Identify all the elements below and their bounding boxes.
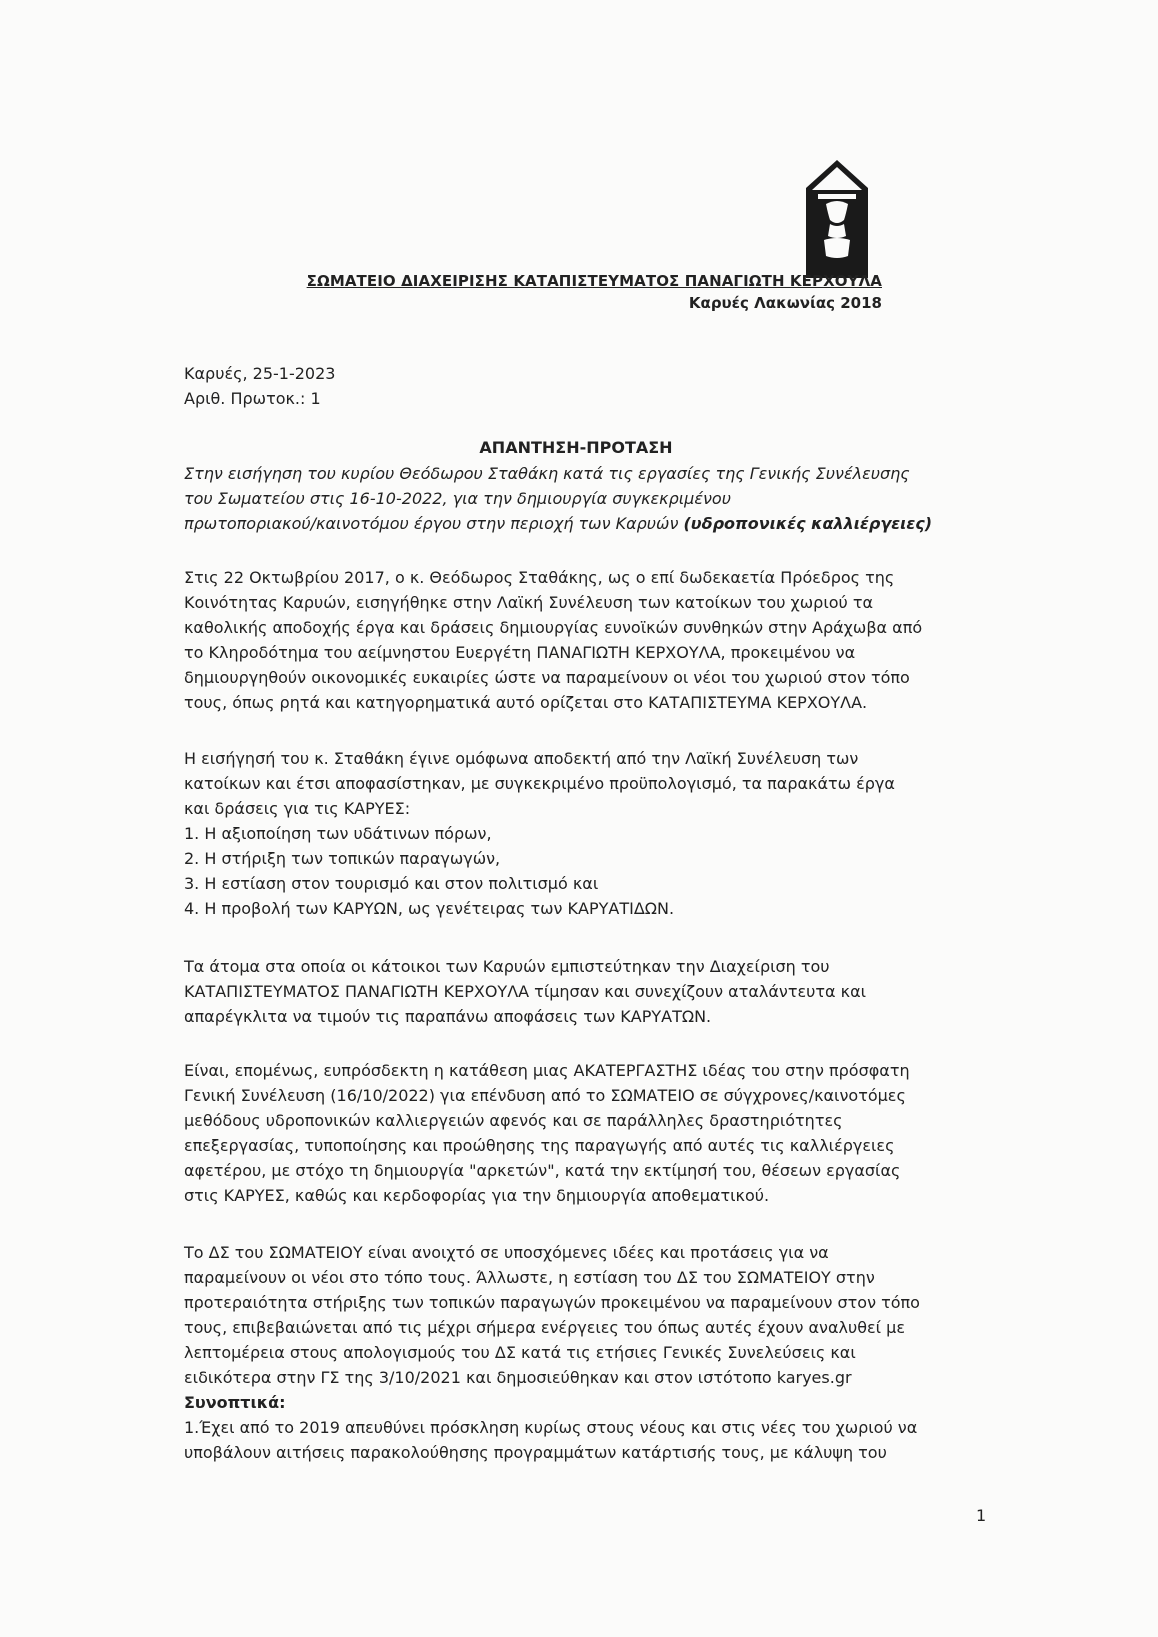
paragraph-5 xyxy=(184,1240,974,1465)
text-line: Τα άτομα στα οποία οι κάτοικοι των Καρυών εμπιστεύτηκαν την Διαχείριση του xyxy=(184,957,830,976)
list-item: 2. Η στήριξη των τοπικών παραγωγών, xyxy=(184,849,501,868)
organization-location-year: Καρυές Λακωνίας 2018 xyxy=(688,294,882,312)
text-line: δημιουργηθούν οικονομικές ευκαιρίες ώστε να παραμείνουν οι νέοι του χωριού στον τόπο xyxy=(184,668,910,687)
caryatid-logo-icon xyxy=(806,160,868,278)
subtitle-line: Στην εισήγηση του κυρίου Θεόδωρου Σταθάκη κατά τις εργασίες της Γενικής Συνέλευσης xyxy=(184,464,910,483)
text-line: τους, επιβεβαιώνεται από τις μέχρι σήμερα ενέργειες του όπως αυτές έχουν αναλυθεί με xyxy=(184,1318,905,1337)
document-subtitle xyxy=(184,461,974,536)
list-item: 3. Η εστίαση στον τουρισμό και στον πολιτισμό και xyxy=(184,874,599,893)
text-line: το Κληροδότημα του αείμνηστου Ευεργέτη ΠΑΝΑΓΙΩΤΗ ΚΕΡΧΟΥΛΑ, προκειμένου να xyxy=(184,643,856,662)
text-line: μεθόδους υδροπονικών καλλιεργειών αφενός και σε παράλληλες δραστηριότητες xyxy=(184,1111,843,1130)
text-line: Η εισήγησή του κ. Σταθάκη έγινε ομόφωνα αποδεκτή από την Λαϊκή Συνέλευση των xyxy=(184,749,859,768)
text-line: ειδικότερα στην ΓΣ της 3/10/2021 και δημοσιεύθηκαν και στον ιστότοπο karyes.gr xyxy=(184,1368,852,1387)
page-number: 1 xyxy=(976,1506,987,1525)
text-line: καθολικής αποδοχής έργα και δράσεις δημιουργίας ευνοϊκών συνθηκών στην Αράχωβα από xyxy=(184,618,923,637)
text-line: επεξεργασίας, τυποποίησης και προώθησης της παραγωγής από αυτές τις καλλιέργειες xyxy=(184,1136,895,1155)
text-line: αφετέρου, με στόχο τη δημιουργία "αρκετών", κατά την εκτίμησή του, θέσεων εργασίας xyxy=(184,1161,901,1180)
text-line: προτεραιότητα στήριξης των τοπικών παραγωγών προκειμένου να παραμείνουν στον τόπο xyxy=(184,1293,920,1312)
text-line: Στις 22 Οκτωβρίου 2017, ο κ. Θεόδωρος Σταθάκης, ως ο επί δωδεκαετία Πρόεδρος της xyxy=(184,568,895,587)
organization-name: ΣΩΜΑΤΕΙΟ ΔΙΑΧΕΙΡΙΣΗΣ ΚΑΤΑΠΙΣΤΕΥΜΑΤΟΣ ΠΑΝΑΓΙΩΤΗ ΚΕΡΧΟΥΛΑ xyxy=(306,272,882,290)
text-line: λεπτομέρεια στους απολογισμούς του ΔΣ κατά τις ετήσιες Γενικές Συνελεύσεις και xyxy=(184,1343,856,1362)
paragraph-3 xyxy=(184,954,974,1029)
text-line: απαρέγκλιτα να τιμούν τις παραπάνω αποφάσεις των ΚΑΡΥΑΤΩΝ. xyxy=(184,1007,712,1026)
text-line: Γενική Συνέλευση (16/10/2022) για επένδυση από το ΣΩΜΑΤΕΙΟ σε σύγχρονες/καινοτόμες xyxy=(184,1086,906,1105)
paragraph-4 xyxy=(184,1058,974,1208)
text-line: υποβάλουν αιτήσεις παρακολούθησης προγραμμάτων κατάρτισής τους, με κάλυψη του xyxy=(184,1443,887,1462)
date-line: Καρυές, 25-1-2023 xyxy=(184,364,336,383)
text-line: ΚΑΤΑΠΙΣΤΕΥΜΑΤΟΣ ΠΑΝΑΓΙΩΤΗ ΚΕΡΧΟΥΛΑ τίμησαν και συνεχίζουν αταλάντευτα και xyxy=(184,982,867,1001)
document-title: ΑΠΑΝΤΗΣΗ-ΠΡΟΤΑΣΗ xyxy=(479,438,673,457)
text-line: Κοινότητας Καρυών, εισηγήθηκε στην Λαϊκή Συνέλευση των κατοίκων του χωριού τα xyxy=(184,593,874,612)
summary-heading: Συνοπτικά: xyxy=(184,1393,286,1412)
subtitle-line: του Σωματείου στις 16-10-2022, για την δημιουργία συγκεκριμένου xyxy=(184,489,731,508)
list-item: 4. Η προβολή των ΚΑΡΥΩΝ, ως γενέτειρας των ΚΑΡΥΑΤΙΔΩΝ. xyxy=(184,899,675,918)
paragraph-1 xyxy=(184,565,974,715)
subtitle-line xyxy=(184,511,974,536)
paragraph-2 xyxy=(184,746,974,921)
text-line: στις ΚΑΡΥΕΣ, καθώς και κερδοφορίας για την δημιουργία αποθεματικού. xyxy=(184,1186,770,1205)
text-line: Το ΔΣ του ΣΩΜΑΤΕΙΟΥ είναι ανοιχτό σε υποσχόμενες ιδέες και προτάσεις για να xyxy=(184,1243,829,1262)
subtitle-emphasis: (υδροπονικές καλλιέργειες) xyxy=(683,514,933,533)
subtitle-text: πρωτοποριακού/καινοτόμου έργου στην περιοχή των Καρυών xyxy=(184,514,684,533)
text-line: Είναι, επομένως, ευπρόσδεκτη η κατάθεση μιας ΑΚΑΤΕΡΓΑΣΤΗΣ ιδέας του στην πρόσφατη xyxy=(184,1061,910,1080)
document-meta xyxy=(184,361,335,411)
protocol-number: Αριθ. Πρωτοκ.: 1 xyxy=(184,389,321,408)
text-line: τους, όπως ρητά και κατηγορηματικά αυτό ορίζεται στο ΚΑΤΑΠΙΣΤΕΥΜΑ ΚΕΡΧΟΥΛΑ. xyxy=(184,693,868,712)
text-line: παραμείνουν οι νέοι στο τόπο τους. Άλλωστε, η εστίαση του ΔΣ του ΣΩΜΑΤΕΙΟΥ στην xyxy=(184,1268,875,1287)
text-line: και δράσεις για τις ΚΑΡΥΕΣ: xyxy=(184,799,411,818)
text-line: κατοίκων και έτσι αποφασίστηκαν, με συγκεκριμένο προϋπολογισμό, τα παρακάτω έργα xyxy=(184,774,895,793)
text-line: 1.Έχει από το 2019 απευθύνει πρόσκληση κυρίως στους νέους και στις νέες του χωριού να xyxy=(184,1418,918,1437)
list-item: 1. Η αξιοποίηση των υδάτινων πόρων, xyxy=(184,824,492,843)
